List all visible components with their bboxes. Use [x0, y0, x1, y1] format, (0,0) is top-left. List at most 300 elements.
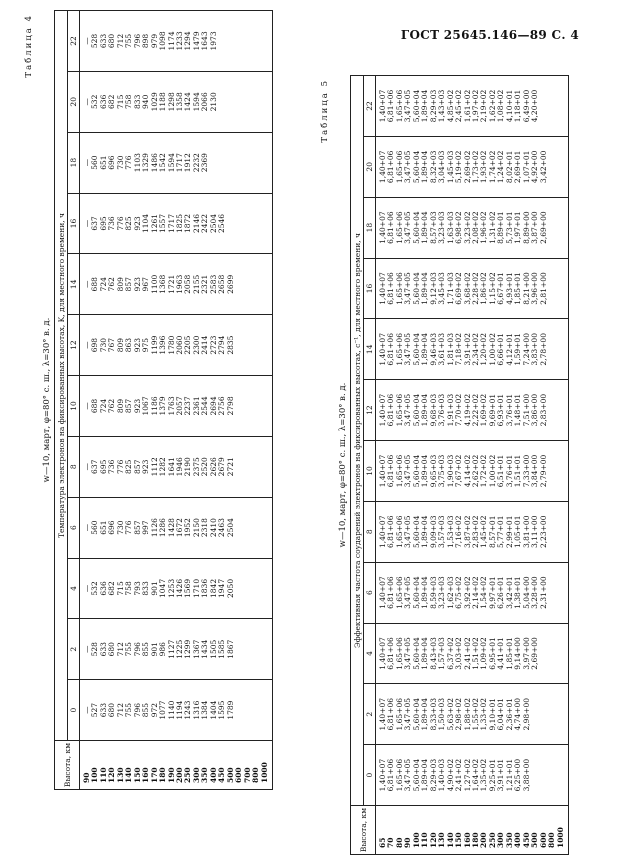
cell-value: 2721 — [225, 457, 235, 477]
value-column — [376, 76, 569, 137]
cell-value: 1,08+02 — [496, 89, 506, 123]
cell-value: 758 — [124, 581, 134, 596]
cell-value: 1396 — [158, 335, 168, 355]
cell-value: — — [82, 584, 91, 593]
altitude-value: 600 — [538, 832, 548, 848]
cell-value: 1717 — [166, 213, 176, 234]
cell-value: 1286 — [158, 518, 168, 538]
cell-value: 9,09+03 — [428, 515, 438, 549]
cell-value: 1047 — [158, 578, 168, 598]
cell-value: 1,59+01 — [513, 333, 523, 366]
cell-value: 1140 — [166, 700, 176, 720]
hour-header: 18 — [364, 197, 376, 258]
altitude-value: 300 — [496, 832, 506, 848]
cell-value: 1,65+06 — [394, 576, 404, 609]
cell-value: 2237 — [183, 396, 193, 416]
cell-value: 1,38+01 — [513, 576, 523, 609]
page-header: ГОСТ 25645.146—89 С. 4 — [400, 28, 579, 42]
cell-value: 1,93+02 — [479, 150, 489, 184]
cell-value: 1,65+06 — [394, 698, 404, 731]
cell-value: 688 — [90, 277, 100, 292]
cell-value: 1,89+04 — [420, 272, 430, 305]
altitude-value: 100 — [90, 767, 100, 783]
cell-value: 2723 — [208, 335, 218, 355]
cell-value: 825 — [124, 459, 134, 474]
cell-value: 1,65+06 — [394, 454, 404, 488]
cell-value — [244, 498, 252, 558]
cell-value: 636 — [98, 581, 108, 596]
cell-value: 1763 — [166, 396, 176, 416]
cell-value: 3,42+00 — [538, 150, 548, 184]
hour-header: 14 — [68, 254, 80, 315]
cell-value: 1,40+07 — [378, 637, 387, 670]
altitude-value: 400 — [513, 832, 523, 848]
cell-value — [556, 76, 564, 136]
cell-value — [548, 76, 556, 136]
cell-value: 1,35+02 — [479, 758, 489, 792]
cell-value: 2,28+02 — [470, 272, 480, 305]
cell-value: 6,81+06 — [386, 393, 396, 427]
cell-value: 923 — [141, 459, 151, 474]
cell-value: 6,81+06 — [386, 515, 396, 549]
hours-row — [68, 11, 80, 790]
cell-value: 2,14+02 — [470, 576, 480, 609]
cell-value: 1,45+02 — [479, 515, 489, 549]
cell-value: 1,90+03 — [445, 454, 455, 488]
cell-value: — — [82, 341, 91, 349]
cell-value — [557, 259, 565, 319]
altitude-value: 160 — [462, 832, 472, 848]
cell-value: 1,65+06 — [394, 333, 404, 366]
cell-value — [260, 72, 268, 132]
cell-value: 5,60+04 — [411, 515, 421, 549]
cell-value: 2794 — [217, 335, 227, 355]
cell-value: 5,60+04 — [411, 637, 421, 670]
cell-value: 696 — [107, 520, 117, 535]
cell-value: 3,11+00 — [530, 515, 540, 549]
hour-header: 12 — [68, 315, 80, 376]
cell-value: 1,31+02 — [487, 211, 497, 244]
value-column — [376, 197, 569, 258]
cell-value: 2130 — [208, 92, 218, 112]
cell-value: 2694 — [208, 396, 218, 416]
cell-value: 636 — [98, 94, 108, 109]
cell-value: 1,65+06 — [394, 272, 404, 305]
cell-value: 2060 — [174, 335, 184, 355]
altitude-value: 1000 — [555, 827, 565, 848]
cell-value: 2,83+00 — [538, 393, 548, 427]
cell-value: 796 — [132, 702, 142, 718]
cell-value: 6,81+06 — [386, 698, 396, 731]
cell-value: 1867 — [225, 639, 235, 659]
cell-value: 7,33+00 — [521, 454, 531, 488]
cell-value: 3,47+05 — [403, 576, 413, 609]
cell-value: 3,92+02 — [462, 576, 472, 609]
table5-title: w—10, март, φ=80° с. ш., λ=30° в. д. — [338, 382, 348, 548]
cell-value: 1,24+02 — [496, 150, 506, 184]
cell-value: 633 — [98, 642, 108, 657]
cell-value: 809 — [115, 398, 125, 414]
cell-value: 682 — [107, 581, 117, 596]
cell-value — [260, 194, 268, 254]
cell-value: 8,33+03 — [428, 698, 438, 731]
cell-value: 1294 — [183, 31, 193, 51]
cell-value: 975 — [141, 337, 151, 353]
cell-value: 3,61+03 — [437, 333, 447, 366]
cell-value: 4,92+00 — [530, 150, 540, 184]
cell-value: 1,51+01 — [513, 454, 523, 488]
cell-value: 6,81+06 — [386, 576, 396, 609]
cell-value: 2,23+00 — [538, 515, 548, 549]
cell-value: 3,47+05 — [403, 758, 413, 792]
value-column — [80, 680, 273, 741]
cell-value: 1595 — [217, 700, 227, 720]
cell-value: 7,51+00 — [521, 393, 531, 427]
cell-value: 1,15+02 — [487, 272, 497, 305]
cell-value: 2,22+02 — [470, 393, 480, 427]
cell-value: 2205 — [183, 335, 193, 355]
cell-value: 5,04+00 — [521, 576, 531, 609]
cell-value: 6,04+01 — [496, 698, 506, 731]
cell-value: 2520 — [200, 457, 210, 477]
cell-value: 923 — [132, 398, 142, 414]
cell-value: 1,40+07 — [378, 89, 387, 123]
cell-value: 8,89+00 — [521, 211, 531, 244]
cell-value: 1,62+02 — [487, 89, 497, 123]
cell-value — [540, 684, 548, 744]
cell-value: 4,93+01 — [504, 272, 514, 305]
altitude-value: 500 — [225, 767, 235, 783]
cell-value: 8,59+03 — [428, 576, 438, 609]
cell-value: 1505 — [208, 639, 218, 659]
cell-value: 1,55+02 — [470, 698, 480, 731]
cell-value: 6,37+02 — [445, 637, 455, 670]
cell-value: 1479 — [191, 31, 201, 51]
cell-value: 8,57+01 — [487, 515, 497, 549]
altitude-value: 700 — [242, 767, 252, 783]
cell-value — [548, 259, 556, 319]
cell-value: 1789 — [225, 700, 235, 720]
altitude-value: 250 — [183, 767, 193, 783]
cell-value: 767 — [107, 337, 117, 353]
cell-value — [260, 680, 268, 740]
cell-value: 1,69+02 — [479, 393, 489, 427]
cell-value: — — [82, 706, 91, 714]
cell-value: 1594 — [166, 153, 176, 173]
hour-header: 6 — [364, 562, 376, 623]
cell-value: 6,26+01 — [496, 576, 506, 609]
hour-header: 16 — [364, 258, 376, 319]
cell-value — [235, 437, 243, 497]
cell-value — [557, 441, 565, 501]
cell-value — [244, 315, 252, 375]
cell-value — [244, 559, 252, 619]
cell-value: 1,89+04 — [420, 515, 430, 549]
cell-value: 755 — [124, 642, 134, 657]
cell-value: 5,63+02 — [445, 698, 455, 731]
cell-value: 3,47+05 — [403, 393, 413, 427]
cell-value: 1,40+07 — [378, 393, 387, 427]
value-column — [80, 376, 273, 437]
value-column — [376, 136, 569, 197]
cell-value: 1,00+02 — [487, 454, 497, 488]
hour-header: 22 — [364, 76, 376, 137]
cell-value: 2,83+02 — [470, 515, 480, 549]
cell-value: 688 — [90, 398, 100, 414]
cell-value: 1,61+02 — [462, 89, 472, 123]
cell-value — [227, 194, 235, 254]
cell-value: 2058 — [183, 274, 193, 294]
altitude-column — [376, 806, 569, 855]
cell-value: 637 — [90, 216, 100, 231]
cell-value: 2232 — [191, 153, 201, 173]
cell-value: 2155 — [191, 274, 201, 294]
cell-value — [556, 745, 564, 805]
cell-value: 1298 — [166, 92, 176, 112]
cell-value: 682 — [107, 94, 117, 109]
cell-value: 1836 — [200, 578, 210, 598]
cell-value: 1946 — [174, 457, 184, 477]
cell-value: 2544 — [200, 396, 210, 416]
cell-value: 857 — [132, 459, 142, 474]
cell-value — [244, 72, 252, 132]
cell-value: 9,12+03 — [428, 272, 438, 305]
cell-value: 736 — [107, 459, 117, 474]
hour-header: 4 — [364, 623, 376, 684]
cell-value: 1,27+02 — [462, 758, 472, 792]
cell-value: 1,63+03 — [445, 211, 455, 244]
cell-value: 3,45+03 — [437, 272, 447, 305]
cell-value — [260, 315, 268, 375]
cell-value: 1,89+04 — [420, 393, 430, 427]
value-column — [376, 501, 569, 562]
cell-value — [235, 133, 243, 193]
altitude-header: Высота, км — [55, 741, 80, 790]
cell-value: 1672 — [174, 518, 184, 538]
cell-value: 1721 — [166, 274, 176, 294]
cell-value: 1,65+06 — [394, 515, 404, 549]
cell-value: 1,40+07 — [378, 150, 387, 184]
group-header: Температура электронов на фиксированных высотах, K, для местного времени, ч — [55, 11, 68, 741]
cell-value: 1186 — [149, 396, 159, 416]
altitude-value: 250 — [487, 832, 497, 848]
cell-value: 2050 — [225, 578, 235, 598]
altitude-value: 300 — [191, 767, 201, 783]
cell-value: 923 — [132, 337, 142, 353]
cell-value: 1,89+04 — [420, 89, 430, 123]
value-column — [80, 315, 273, 376]
altitude-value: 180 — [158, 767, 168, 783]
cell-value: 680 — [107, 642, 117, 657]
altitude-value: 140 — [445, 832, 455, 848]
altitude-value: 65 — [378, 837, 387, 848]
value-column — [80, 193, 273, 254]
cell-value: 5,73+01 — [504, 211, 514, 244]
cell-value: 2,31+00 — [538, 576, 548, 609]
cell-value: 3,47+05 — [403, 515, 413, 549]
cell-value: 3,83+00 — [530, 333, 540, 366]
altitude-value: 800 — [251, 767, 261, 783]
cell-value: 3,47+05 — [403, 698, 413, 731]
cell-value: 1,40+07 — [378, 454, 387, 488]
cell-value: 1,74+02 — [487, 150, 497, 184]
cell-value: 637 — [90, 459, 100, 474]
cell-value — [235, 376, 243, 436]
cell-value: 1126 — [149, 518, 159, 538]
altitude-value: 600 — [234, 767, 244, 783]
altitude-value: 80 — [394, 837, 404, 848]
cell-value — [540, 745, 548, 805]
cell-value — [244, 254, 252, 314]
cell-value: 1,40+07 — [378, 272, 387, 305]
hour-header: 10 — [364, 441, 376, 502]
hour-header: 20 — [68, 71, 80, 132]
cell-value: 796 — [132, 642, 142, 657]
cell-value: 3,76+01 — [504, 454, 514, 488]
cell-value: 3,47+05 — [403, 637, 413, 670]
cell-value: 6,81+06 — [386, 150, 396, 184]
cell-value: 5,19+02 — [454, 150, 464, 184]
cell-value — [548, 380, 556, 440]
cell-value: 5,60+04 — [411, 333, 421, 366]
cell-value: 3,47+05 — [403, 211, 413, 244]
cell-value: 833 — [132, 94, 142, 109]
cell-value: 695 — [98, 216, 108, 231]
cell-value: 2,69+00 — [538, 211, 548, 244]
cell-value: 6,75+02 — [454, 576, 464, 609]
cell-value — [531, 684, 539, 744]
cell-value: 532 — [90, 94, 100, 109]
value-column — [80, 497, 273, 558]
cell-value: 2546 — [217, 213, 227, 234]
cell-value: 2504 — [225, 518, 235, 538]
cell-value — [227, 133, 235, 193]
cell-value: 9,46+03 — [428, 333, 438, 366]
cell-value: 1424 — [183, 92, 193, 112]
cell-value: 1243 — [183, 700, 193, 720]
cell-value: 972 — [149, 702, 159, 718]
hour-header: 14 — [364, 319, 376, 380]
cell-value: 2190 — [183, 457, 193, 477]
cell-value: 3,91+01 — [496, 758, 506, 792]
table4-block — [24, 10, 273, 790]
cell-value: 2422 — [200, 213, 210, 234]
cell-value: 1594 — [191, 92, 201, 112]
cell-value — [235, 254, 243, 314]
altitude-value: 350 — [200, 767, 210, 783]
cell-value: 5,60+04 — [411, 211, 421, 244]
cell-value: — — [82, 402, 91, 410]
cell-value: 3,57+03 — [437, 515, 447, 549]
cell-value — [235, 559, 243, 619]
cell-value: 6,51+01 — [496, 454, 506, 488]
cell-value: 6,81+06 — [386, 333, 396, 366]
cell-value — [227, 11, 235, 71]
value-column — [376, 562, 569, 623]
cell-value: 1,89+04 — [420, 333, 430, 366]
table-row — [376, 76, 569, 855]
cell-value: 1,85+01 — [504, 637, 514, 670]
cell-value: 1,73+02 — [470, 150, 480, 184]
cell-value — [557, 137, 565, 197]
cell-value: 3,47+05 — [403, 333, 413, 366]
cell-value: 8,32+03 — [428, 150, 438, 184]
cell-value: 4,12+01 — [504, 333, 514, 366]
cell-value: 2,69+00 — [530, 637, 540, 670]
cell-value: 8,29+03 — [428, 758, 438, 792]
cell-value: 8,43+03 — [428, 637, 438, 670]
cell-value: 809 — [115, 277, 125, 292]
cell-value: 698 — [90, 337, 100, 353]
altitude-header: Высота, км — [351, 806, 376, 855]
cell-value: 1199 — [149, 335, 159, 355]
cell-value: 1426 — [174, 578, 184, 598]
cell-value: 1261 — [149, 213, 159, 234]
cell-value: 527 — [90, 702, 100, 718]
cell-value: 1,88+02 — [462, 698, 472, 731]
cell-value: 1,40+07 — [378, 698, 387, 731]
cell-value — [235, 498, 243, 558]
cell-value: 857 — [124, 277, 134, 292]
cell-value — [260, 437, 268, 497]
altitude-value: 90 — [403, 837, 413, 848]
cell-value: 6,25+00 — [513, 758, 523, 792]
cell-value — [244, 619, 252, 679]
cell-value: 1100 — [149, 274, 159, 294]
cell-value: 1,05+01 — [513, 515, 523, 549]
cell-value: 2,69+01 — [513, 150, 523, 184]
cell-value: 2,41+02 — [462, 637, 472, 670]
cell-value: 2,69+02 — [462, 150, 472, 184]
cell-value: 758 — [124, 94, 134, 109]
altitude-value: 800 — [547, 832, 557, 848]
cell-value: 855 — [141, 642, 151, 657]
cell-value: — — [82, 158, 91, 167]
cell-value: 4,20+00 — [530, 89, 540, 123]
cell-value: — — [82, 645, 91, 654]
cell-value: 1,65+06 — [394, 758, 404, 792]
value-column — [376, 623, 569, 684]
cell-value: 3,76+01 — [504, 393, 514, 427]
cell-value: 3,42+01 — [504, 576, 514, 609]
cell-value: 724 — [98, 277, 108, 292]
cell-value: 1,89+04 — [420, 576, 430, 609]
cell-value: 1104 — [141, 213, 151, 234]
cell-value: 825 — [124, 216, 134, 231]
cell-value: 9,69+01 — [487, 393, 497, 427]
cell-value: 3,68+02 — [462, 272, 472, 305]
cell-value: — — [82, 463, 91, 471]
cell-value: 3,47+05 — [403, 454, 413, 488]
cell-value — [218, 11, 226, 71]
cell-value: 1,62+03 — [445, 576, 455, 609]
cell-value: 7,16+02 — [454, 515, 464, 549]
cell-value: 2,08+02 — [470, 211, 480, 244]
table4-label: Таблица 4 — [24, 14, 34, 78]
cell-value: 2,62+02 — [470, 454, 480, 488]
cell-value — [548, 684, 556, 744]
cell-value: 2679 — [217, 457, 227, 477]
cell-value — [548, 441, 556, 501]
altitude-value: 180 — [470, 832, 480, 848]
cell-value: 1316 — [191, 700, 201, 720]
altitude-value: 350 — [504, 832, 514, 848]
cell-value — [235, 11, 243, 71]
cell-value: 9,65+03 — [428, 454, 438, 488]
cell-value: 1029 — [149, 92, 159, 112]
cell-value: 3,47+05 — [403, 272, 413, 305]
value-column — [376, 745, 569, 806]
